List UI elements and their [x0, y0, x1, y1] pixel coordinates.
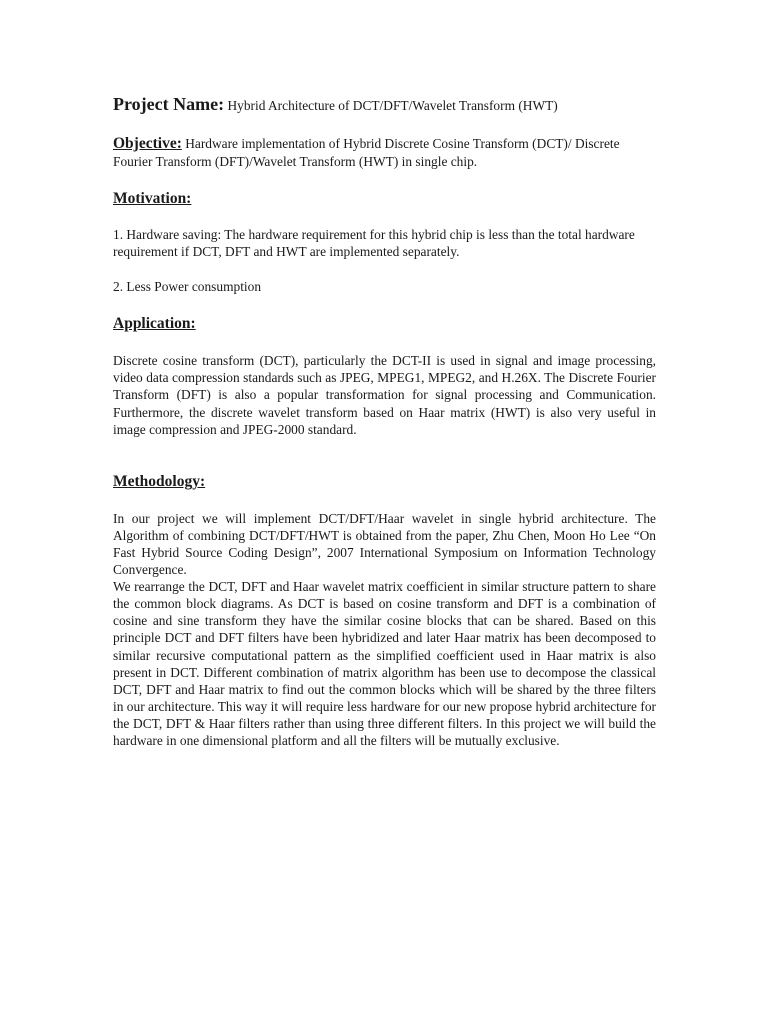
- motivation-point-2: 2. Less Power consumption: [113, 279, 262, 295]
- motivation-point-1: 1. Hardware saving: The hardware requirement for this hybrid chip is less than the total hardware requirement if DCT, DFT and HWT are implemented separately.: [113, 227, 635, 260]
- project-name-label: Project Name:: [113, 94, 225, 114]
- motivation-heading: Motivation:: [113, 190, 192, 207]
- project-name-value: Hybrid Architecture of DCT/DFT/Wavelet Transform (HWT): [227, 98, 558, 113]
- objective-block: [113, 135, 656, 171]
- methodology-heading: Methodology:: [113, 472, 206, 490]
- methodology-paragraph-2: We rearrange the DCT, DFT and Haar wavelet matrix coefficient in similar structure pattern to share the common block diagrams. As DCT is based on cosine transform and DFT is a combination of cosine and sine transform they have the similar cosine blocks that can be shared. Based on this principle DCT and DFT filters have been hybridized and later Haar matrix has been decomposed to similar recursive computational pattern as the simplified coefficient used in Haar matrix is also present in DCT. Different combination of matrix algorithm has been use to decompose the classical DCT, DFT and Haar matrix to find out the common blocks which will be shared by the three filters in our architecture. This way it will require less hardware for our new propose hybrid architecture for the DCT, DFT & Haar filters rather than using three different filters. In this project we will build the hardware in one dimensional platform and all the filters will be mutually exclusive.: [113, 579, 656, 748]
- project-title-line: [113, 94, 656, 116]
- methodology-paragraph-1: In our project we will implement DCT/DFT/Haar wavelet in single hybrid architecture. The Algorithm of combining DCT/DFT/HWT is obtained from the paper, Zhu Chen, Moon Ho Lee “On Fast Hybrid Source Coding Design”, 2007 International Symposium on Information Technology Convergence.: [113, 510, 656, 578]
- objective-text: Hardware implementation of Hybrid Discrete Cosine Transform (DCT)/ Discrete Fourier Transform (DFT)/Wavelet Transform (HWT) in single chip.: [113, 136, 620, 169]
- objective-label: Objective:: [113, 135, 182, 152]
- application-heading: Application:: [113, 315, 196, 333]
- document-page: [113, 94, 656, 749]
- application-paragraph: Discrete cosine transform (DCT), particularly the DCT-II is used in signal and image processing, video data compression standards such as JPEG, MPEG1, MPEG2, and H.26X. The Discrete Fourier Transform (DFT) is also a popular transformation for signal processing and Communication. Furthermore, the discrete wavelet transform based on Haar matrix (HWT) is also very useful in image compression and JPEG-2000 standard.: [113, 353, 656, 437]
